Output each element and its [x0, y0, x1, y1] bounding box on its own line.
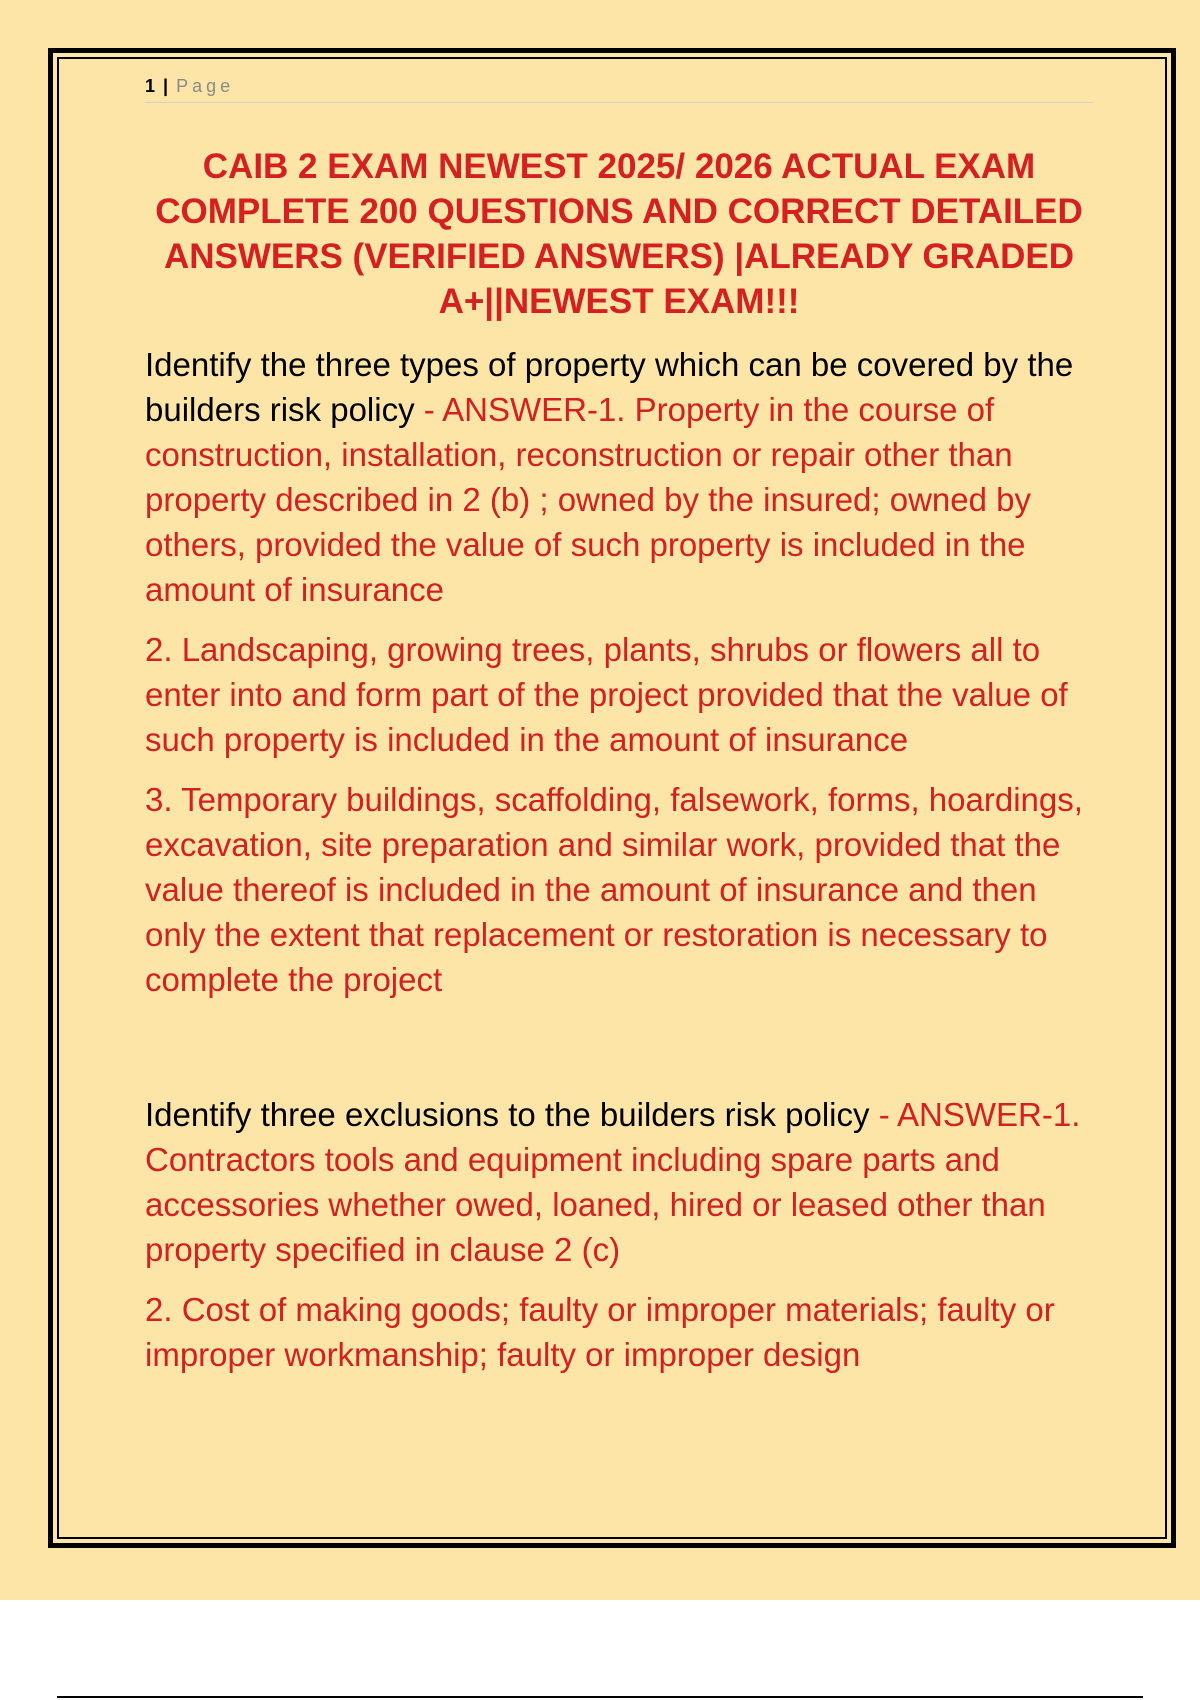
- page-header: [145, 75, 1093, 103]
- answer-item: 2. Landscaping, growing trees, plants, shrubs or flowers all to enter into and form part of the project provided that the value of such property is included in the amount of insurance: [145, 631, 1068, 758]
- qa-item-2: [145, 1092, 1100, 1272]
- answer-text: - ANSWER-1. Contractors tools and equipment including spare parts and accessories whether owed, loaned, hired or leased other than property specified in clause 2 (c): [145, 1096, 1081, 1268]
- document-body: [145, 342, 1100, 1392]
- page-word: Page: [176, 76, 235, 96]
- answer-item: 3. Temporary buildings, scaffolding, falsework, forms, hoardings, excavation, site preparation and similar work, provided that the value thereof is included in the amount of insurance and then only the extent that replacement or restoration is necessary to complete the project: [145, 781, 1083, 998]
- question-text: Identify the three types of property which can be covered by the builders risk policy: [145, 346, 1074, 428]
- page-separator: |: [163, 76, 169, 96]
- footer-divider: [57, 1696, 1143, 1698]
- answer-text: - ANSWER-1. Property in the course of construction, installation, reconstruction or repair other than property described in 2 (b) ; owned by the insured; owned by others, provided the value of such property is included in the amount of insurance: [145, 391, 1032, 608]
- document-title: CAIB 2 EXAM NEWEST 2025/ 2026 ACTUAL EXAM COMPLETE 200 QUESTIONS AND CORRECT DETAILED ANSWERS (VERIFIED ANSWERS) |ALREADY GRADED A+||NEWEST EXAM!!!: [155, 147, 1083, 321]
- section-gap: [145, 1017, 1100, 1092]
- page-number: 1: [145, 76, 156, 96]
- answer-item: 2. Cost of making goods; faulty or improper materials; faulty or improper workmanship; faulty or improper design: [145, 1291, 1055, 1373]
- question-text: Identify three exclusions to the builders risk policy: [145, 1096, 870, 1133]
- qa-item-1: [145, 342, 1100, 612]
